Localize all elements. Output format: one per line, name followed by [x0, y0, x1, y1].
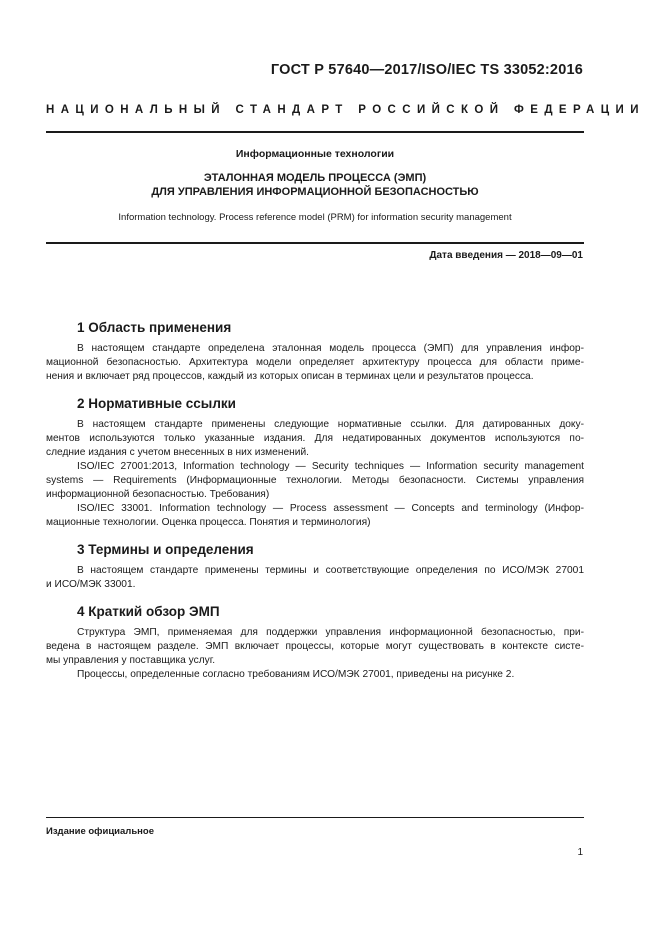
paragraph	[46, 418, 584, 460]
paragraph	[46, 460, 584, 502]
document-category: Информационные технологии	[235, 148, 395, 160]
paragraph-line: мационной безопасностью. Архитектура модели определяет архитектуру процесса для области приме-	[46, 357, 584, 368]
paragraph-line: нения и включает ряд процессов, каждый из которых описан в терминах цели и результатов процесса.	[46, 371, 534, 382]
paragraph	[46, 668, 584, 682]
paragraph-line: Процессы, определенные согласно требованиям ИСО/МЭК 27001, приведены на рисунке 2.	[77, 669, 515, 680]
section-4	[46, 604, 584, 682]
official-edition-label: Издание официальное	[46, 826, 154, 837]
document-code: ГОСТ Р 57640—2017/ISO/IEC TS 33052:2016	[270, 62, 583, 78]
paragraph-line: следние издания с учетом внесенных в них изменений.	[46, 447, 309, 458]
national-standard-heading: НАЦИОНАЛЬНЫЙ СТАНДАРТ РОССИЙСКОЙ ФЕДЕРАЦИИ	[46, 104, 645, 116]
introduction-date: Дата введения — 2018—09—01	[429, 250, 583, 261]
paragraph-line: мы управления у поставщика услуг.	[46, 655, 216, 666]
section-2	[46, 396, 584, 530]
title-rule	[46, 242, 584, 244]
paragraph	[46, 342, 584, 384]
paragraph-line: ISO/IEC 27001:2013, Information technology — Security techniques — Information security management	[77, 461, 584, 472]
paragraph	[46, 564, 584, 592]
paragraph-line: информационной безопасностью. Требования)	[46, 489, 270, 500]
section-heading: 4 Краткий обзор ЭМП	[77, 604, 220, 619]
paragraph-line: systems — Requirements (Информационные технологии. Методы безопасности. Системы управления	[46, 475, 584, 486]
section-heading: 3 Термины и определения	[77, 542, 254, 557]
page-number: 1	[577, 847, 583, 858]
section-heading: 1 Область применения	[77, 320, 232, 335]
title-line-1: ЭТАЛОННАЯ МОДЕЛЬ ПРОЦЕССА (ЭМП)	[203, 172, 427, 184]
section-3	[46, 542, 584, 592]
paragraph-line: ведена в настоящем разделе. ЭМП включает процессы, которые могут существовать в контексте систе-	[46, 641, 584, 652]
paragraph-line: мационные технологии. Оценка процесса. Понятия и терминология)	[46, 517, 371, 528]
paragraph	[46, 626, 584, 668]
paragraph-line: В настоящем стандарте применены следующие нормативные ссылки. Для датированных доку-	[77, 419, 584, 430]
paragraph-line: ISO/IEC 33001. Information technology — Process assessment — Concepts and terminology (Инфор-	[77, 503, 584, 514]
section-heading: 2 Нормативные ссылки	[77, 396, 236, 411]
document-title	[46, 171, 584, 199]
paragraph-line: В настоящем стандарте применены термины и соответствующие определения по ИСО/МЭК 27001	[77, 565, 584, 576]
paragraph	[46, 502, 584, 530]
paragraph-line: Структура ЭМП, применяемая для поддержки управления информационной безопасностью, при-	[77, 627, 584, 638]
document-title-english: Information technology. Process reference model (PRM) for information security management	[118, 212, 512, 223]
header-rule	[46, 131, 584, 133]
title-line-2: ДЛЯ УПРАВЛЕНИЯ ИНФОРМАЦИОННОЙ БЕЗОПАСНОСТЬЮ	[151, 186, 479, 198]
paragraph-line: В настоящем стандарте определена эталонная модель процесса (ЭМП) для управления инфор-	[77, 343, 584, 354]
paragraph-line: и ИСО/МЭК 33001.	[46, 579, 136, 590]
document-body	[46, 320, 584, 694]
paragraph-line: ментов используются только указанные издания. Для недатированных документов используются по-	[46, 433, 584, 444]
footer-rule	[46, 817, 584, 818]
section-1	[46, 320, 584, 384]
